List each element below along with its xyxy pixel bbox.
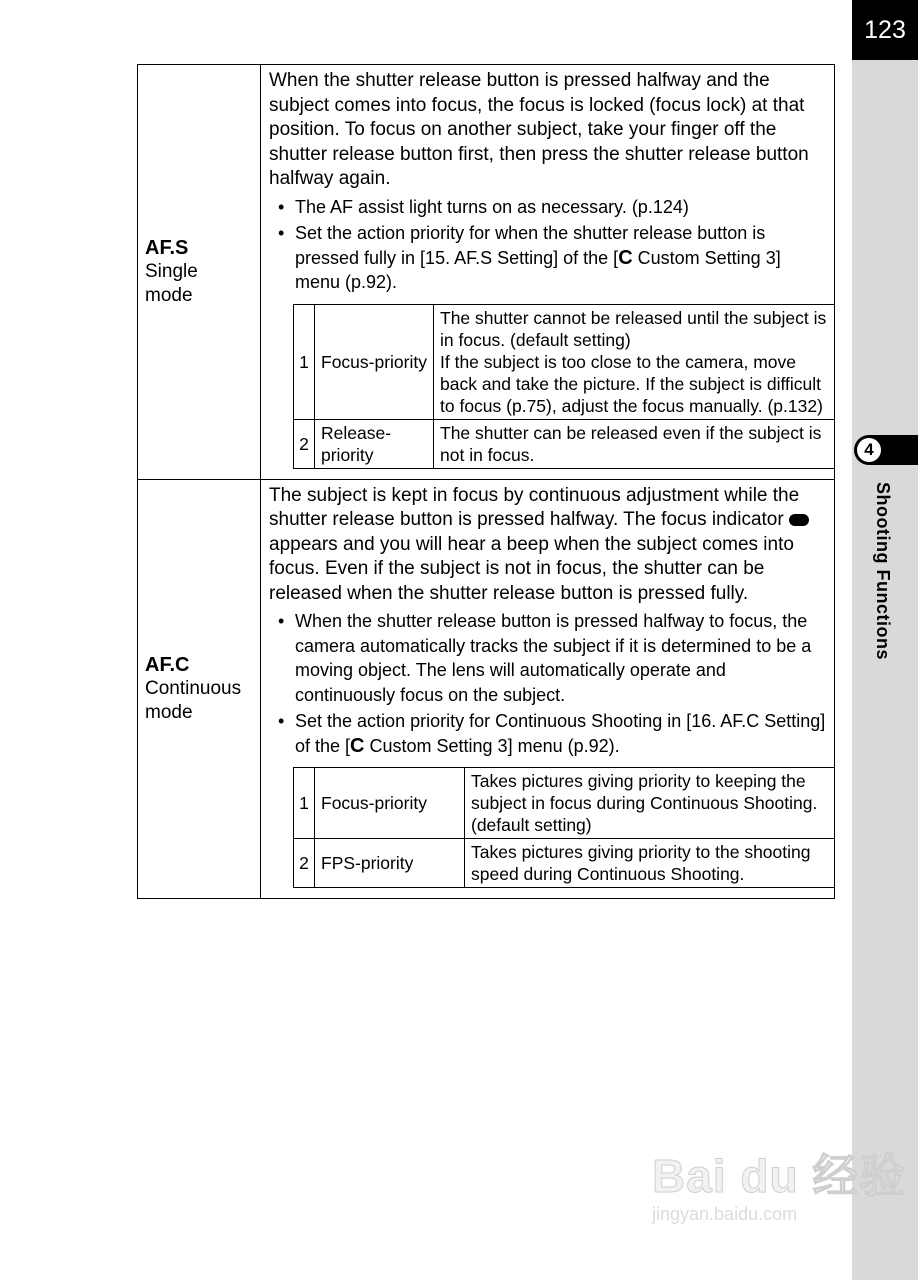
priority-desc-line: If the subject is too close to the camera, move back and take the picture. If the subject is difficult to focus (p.75), adjust the focus manually. (p.132) xyxy=(440,351,823,416)
bullet-text-post: Custom Setting 3] menu (p.92). xyxy=(364,735,620,756)
focus-mode-table xyxy=(137,64,835,899)
priority-description: The shutter can be released even if the subject is not in focus. xyxy=(434,419,835,468)
watermark-url: jingyan.baidu.com xyxy=(652,1204,798,1224)
bullet-text: When the shutter release button is pressed halfway to focus, the camera automatically tracks the subject if it is determined to be a moving object. The lens will automatically operate and continuously focus on the subject. xyxy=(295,611,812,705)
paragraph-post: appears and you will hear a beep when the subject comes into focus. Even if the subject is not in focus, the shutter can be released when the shutter release button is pressed fully. xyxy=(269,533,794,604)
page-number: 123 xyxy=(852,0,918,60)
mode-code: AF.C xyxy=(145,653,190,676)
watermark-logo: Bai du 经验 xyxy=(652,1150,907,1202)
focus-indicator-icon xyxy=(789,514,809,526)
priority-desc-line: The shutter cannot be released until the subject is in focus. (default setting) xyxy=(440,307,827,350)
mode-name-line2: mode xyxy=(145,284,193,306)
mode-label-af-c xyxy=(138,479,261,899)
priority-name: Focus-priority xyxy=(315,304,434,419)
bullet-text-post: Custom Setting 3] menu (p.92). xyxy=(295,247,781,292)
priority-row xyxy=(294,839,835,888)
watermark xyxy=(652,1140,906,1225)
priority-number: 2 xyxy=(294,839,315,888)
mode-label-af-s xyxy=(138,65,261,480)
priority-number: 1 xyxy=(294,304,315,419)
priority-row xyxy=(294,768,835,839)
bullet-item: • The AF assist light turns on as necessary. (p.124) xyxy=(278,196,689,217)
chapter-title: Shooting Functions xyxy=(873,482,893,660)
bullet-item: • When the shutter release button is pressed halfway to focus, the camera automatically tracks the subject if it is determined to be a moving object. The lens will automatically operate and continuously focus on the subject. xyxy=(278,611,812,705)
bullet-text: The AF assist light turns on as necessary. (p.124) xyxy=(295,196,689,217)
bullet-text-pre: Set the action priority for when the shutter release button is pressed fully in [15. AF.S Setting] of the [ xyxy=(295,223,766,268)
priority-table xyxy=(293,304,835,469)
priority-row xyxy=(294,419,835,468)
priority-description: Takes pictures giving priority to the shooting speed during Continuous Shooting. xyxy=(465,839,835,888)
description-paragraph xyxy=(269,484,826,607)
description-paragraph: When the shutter release button is pressed halfway and the subject comes into focus, the focus is locked (focus lock) at that position. To focus on another subject, take your finger off the shutter release button first, then press the shutter release button halfway again. xyxy=(269,70,809,189)
mode-name-line2: mode xyxy=(145,701,193,723)
bullet-text-pre: Set the action priority for Continuous Shooting in [16. AF.C Setting] of the [ xyxy=(295,711,826,756)
mode-description-af-s xyxy=(261,65,835,480)
priority-description xyxy=(434,304,835,419)
chapter-number: 4 xyxy=(857,438,881,462)
priority-description: Takes pictures giving priority to keeping the subject in focus during Continuous Shooting. (default setting) xyxy=(465,768,835,839)
mode-name-line1: Continuous xyxy=(145,677,242,699)
mode-name-line1: Single xyxy=(145,260,198,282)
table-row-af-s xyxy=(138,65,835,480)
paragraph-pre: The subject is kept in focus by continuous adjustment while the shutter release button is pressed halfway. The focus indicator xyxy=(269,484,800,530)
custom-menu-icon: C xyxy=(618,246,633,269)
bullet-item: • Set the action priority for Continuous Shooting in [16. AF.C Setting] of the [C Custom Setting 3] menu (p.92). xyxy=(278,711,826,757)
priority-name: Release-priority xyxy=(315,419,434,468)
bullet-item: • Set the action priority for when the shutter release button is pressed fully in [15. AF.S Setting] of the [C Custom Setting 3] menu (p.92). xyxy=(278,223,781,292)
priority-table xyxy=(293,767,835,888)
table-row-af-c xyxy=(138,479,835,899)
priority-number: 2 xyxy=(294,419,315,468)
priority-number: 1 xyxy=(294,768,315,839)
mode-code: AF.S xyxy=(145,236,189,259)
priority-name: FPS-priority xyxy=(315,839,465,888)
priority-name: Focus-priority xyxy=(315,768,465,839)
mode-description-af-c xyxy=(261,479,835,899)
bullet-list xyxy=(269,195,826,295)
bullet-list xyxy=(269,609,826,758)
priority-row xyxy=(294,304,835,419)
custom-menu-icon: C xyxy=(350,734,365,757)
